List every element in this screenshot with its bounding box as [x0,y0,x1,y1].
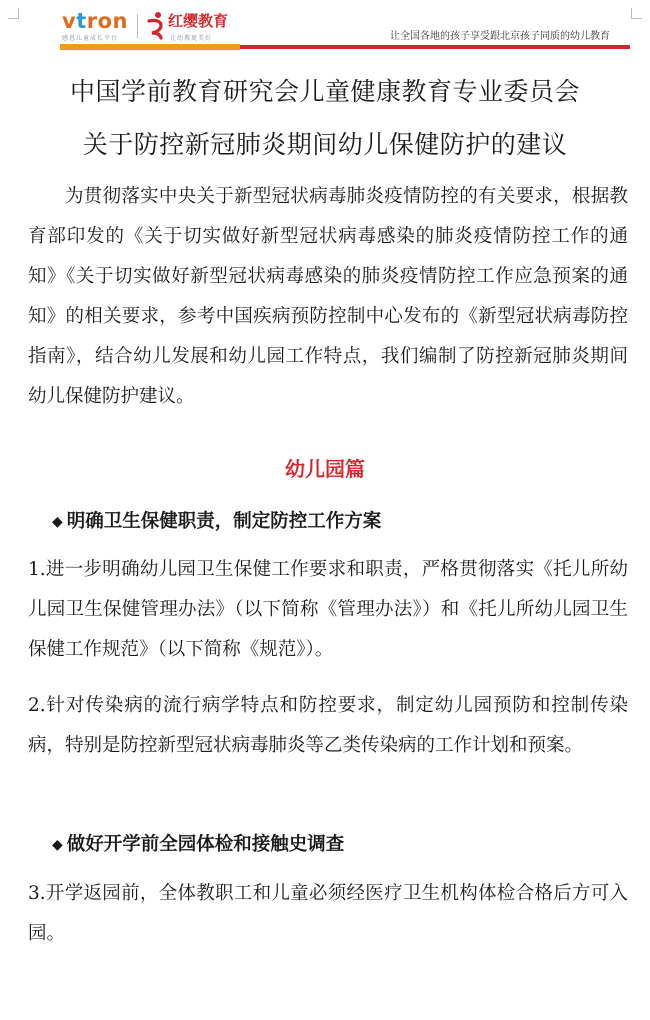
list-item-3: 3.开学返园前，全体教职工和儿童必须经医疗卫生机构体检合格后方可入园。 [28,883,628,944]
logo-divider [137,14,138,38]
diamond-bullet-icon: ◆ [52,837,63,853]
hongying-name: 红缨教育 [168,12,229,30]
document-title-line-2: 关于防控新冠肺炎期间幼儿保健防护的建议 [82,130,568,159]
intro-paragraph: 为贯彻落实中央关于新型冠状病毒肺炎疫情防控的有关要求，根据教育部印发的《关于切实做好新型冠状病毒感染的肺炎疫情防控工作的通知》《关于切实做好新型冠状病毒感染的肺炎疫情防控工作应急预案的通知》的相关要求，参考中国疾病预防控制中心发布的《新型冠状病毒防控指南》，结合幼儿发展和幼儿园工作特点，我们编制了防控新冠肺炎期间幼儿保健防护建议。 [28,186,628,407]
diamond-bullet-icon: ◆ [52,514,63,530]
subheading-physical-exam: ◆ 做好开学前全园体检和接触史调查 [52,834,345,855]
vtron-tagline: 感恩儿童成长平台 [62,35,119,42]
hongying-mark-icon [146,11,166,41]
hongying-tagline: 让幼教更美好 [170,35,213,42]
header-red-bar [240,45,630,49]
vtron-logo: vtron 感恩儿童成长平台 [62,9,128,42]
subheading-duties: ◆ 明确卫生保健职责，制定防控工作方案 [52,511,382,532]
page-header [0,0,650,56]
list-item-2: 2.针对传染病的流行病学特点和防控要求，制定幼儿园预防和控制传染病，特别是防控新型冠状病毒肺炎等乙类传染病的工作计划和预案。 [28,695,628,756]
header-orange-bar [60,44,240,50]
list-item-1: 1.进一步明确幼儿园卫生保健工作要求和职责，严格贯彻落实《托儿所幼儿园卫生保健管理办法》（以下简称《管理办法》）和《托儿所幼儿园卫生保健工作规范》（以下简称《规范》）。 [28,559,628,660]
document-title-line-1: 中国学前教育研究会儿童健康教育专业委员会 [69,77,580,106]
section-title: 幼儿园篇 [285,457,365,481]
header-slogan: 让全国各地的孩子享受跟北京孩子同质的幼儿教育 [390,31,610,42]
